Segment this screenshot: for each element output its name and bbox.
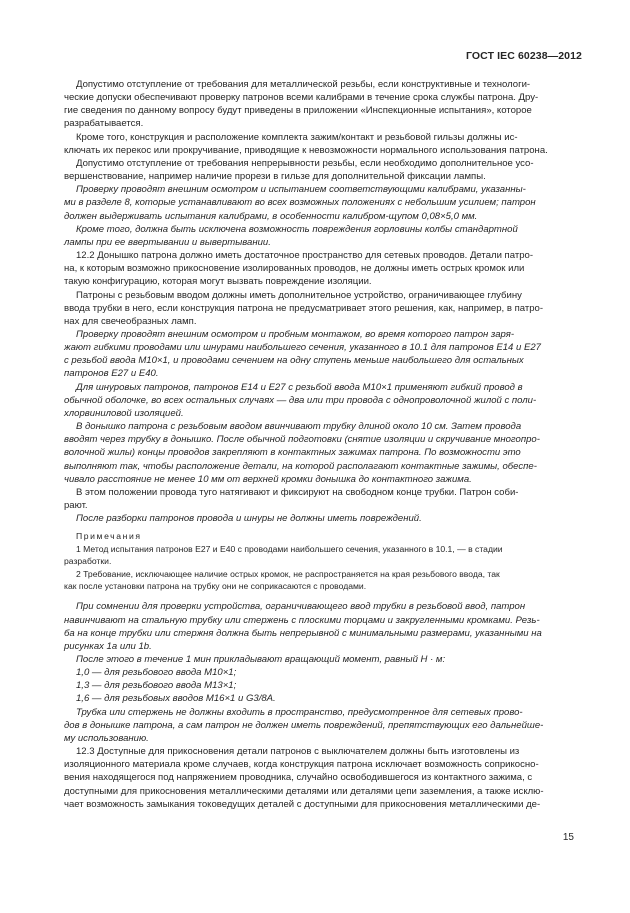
body-paragraph: Проверку проводят внешним осмотром и испытанием соответствующими калибрами, указанны- ми в разделе 8, которые устанавливают во всех возможных положениях с небольшим усилием; патрон должен выдерживать испытания калибрами, в особенности калибром-щупом 0,08×5,0 мм. xyxy=(64,184,536,222)
body-paragraph: Для шнуровых патронов, патронов Е14 и Е27 с резьбой ввода М10×1 применяют гибкий провод в обычной оболочке, во всех остальных случаях — два или три провода с однопроволочной жилой с поли- хлорвиниловой изоляцией. xyxy=(64,381,537,419)
document-body xyxy=(64,78,581,811)
standard-code-header: ГОСТ IEC 60238—2012 xyxy=(465,50,582,62)
body-paragraph: Кроме того, конструкция и расположение комплекта зажим/контакт и резьбовой гильзы должны ис- ключать их перекос или прокручивание, приводящие к невозможности нормального использования патрона. xyxy=(64,131,548,156)
body-paragraph: Трубка или стержень не должны входить в пространство, предусмотренное для сетевых прово- дов в донышке патрона, а сам патрон не должен иметь повреждений, препятствующих его дальнейше- му использованию. xyxy=(64,706,544,744)
body-paragraph: 1,3 — для резьбового ввода М13×1; xyxy=(76,680,237,692)
body-paragraph: 1,0 — для резьбового ввода М10×1; xyxy=(76,667,237,679)
note-paragraph: 2 Требование, исключающее наличие острых кромок, не распространяется на края резьбового ввода, так как после установки патрона на трубку они не соприкасаются с проводами. xyxy=(64,568,500,591)
body-paragraph: 1,6 — для резьбовых вводов М16×1 и G3/8А. xyxy=(76,693,276,705)
body-paragraph: Патроны с резьбовым вводом должны иметь дополнительное устройство, ограничивающее глубину ввода трубки в него, если конструкция патрона не предусматривает этого решения, как, например, в патро- нах для свечеобразных ламп. xyxy=(64,289,544,327)
body-paragraph: После разборки патронов провода и шнуры не должны иметь повреждений. xyxy=(76,513,422,525)
body-paragraph: При сомнении для проверки устройства, ограничивающего ввод трубки в резьбовой ввод, патрон навинчивают на стальную трубку или стержень с плоскими торцами и закругленными кромками. Резь- ба на конце трубки или стержня должна быть непрерывной с минимальными размерами, указанными на рисунках 1а или 1b. xyxy=(64,601,542,652)
body-paragraph: Допустимо отступление от требования для металлической резьбы, если конструктивные и технологи- ческие допуски обеспечивают проверку патронов всеми калибрами в течение срока службы патрона. Дру- гие сведения по данному вопросу будут приведены в приложении «Инспекционные испытания», которое разрабатывается. xyxy=(64,79,539,130)
notes-heading: Примечания xyxy=(76,531,142,542)
note-paragraph: 1 Метод испытания патронов Е27 и Е40 с проводами наибольшего сечения, указанного в 10.1, — в стадии разработки. xyxy=(64,543,503,567)
body-paragraph: Проверку проводят внешним осмотром и пробным монтажом, во время которого патрон заря- жают гибкими проводами или шнурами наибольшего сечения, указанного в 10.1 для патронов Е14 и Е27 с резьбой ввода М10×1, и проводами сечением на одну ступень меньше наибольшего для остальных патронов Е27 и Е40. xyxy=(64,328,541,380)
body-paragraph: Кроме того, должна быть исключена возможность повреждения горловины колбы стандартной лампы при ее ввертывании и вывертывании. xyxy=(64,223,518,248)
body-paragraph: 12.3 Доступные для прикосновения детали патронов с выключателем должны быть изготовлены из изоляционного материала кроме случаев, когда конструкция патрона исключает возможность соприкосно- вения находящегося под напряжением проводника, случайно освободившегося из контактного зажима, с доступными для прикосновения металлическими деталями или деталями цепи заземления, а также исклю- чает возможность замыкания токоведущих деталей с доступными для прикосновения металлическими де- xyxy=(64,746,544,810)
body-paragraph: В донышко патрона с резьбовым вводом ввинчивают трубку длиной около 10 см. Затем провода вводят через трубку в донышко. После обычной подготовки (снятие изоляции и скручивание многопро- волочной жилы) концы проводов закрепляют в контактных зажимах патрона. По возможности это выполняют так, чтобы расположение детали, на которой располагают контактные зажимы, обеспе- чивало расстояние не менее 10 мм от верхней кромки донышка до контактного зажима. xyxy=(64,421,540,485)
body-paragraph: 12.2 Донышко патрона должно иметь достаточное пространство для сетевых проводов. Детали патро- на, к которым возможно прикосновение изолированных проводов, не должны иметь острых кромок или такую конфигурацию, которая могут вызвать повреждение изоляции. xyxy=(64,250,534,288)
body-paragraph: После этого в течение 1 мин прикладывают вращающий момент, равный Н · м: xyxy=(76,653,446,665)
body-paragraph: Допустимо отступление от требования непрерывности резьбы, если необходимо дополнительное усо- вершенствование, например наличие прорези в гильзе для дополнительной фиксации лампы. xyxy=(64,157,534,183)
body-paragraph: В этом положении провода туго натягивают и фиксируют на свободном конце трубки. Патрон соби- рают. xyxy=(64,486,519,511)
page-number: 15 xyxy=(562,832,574,843)
